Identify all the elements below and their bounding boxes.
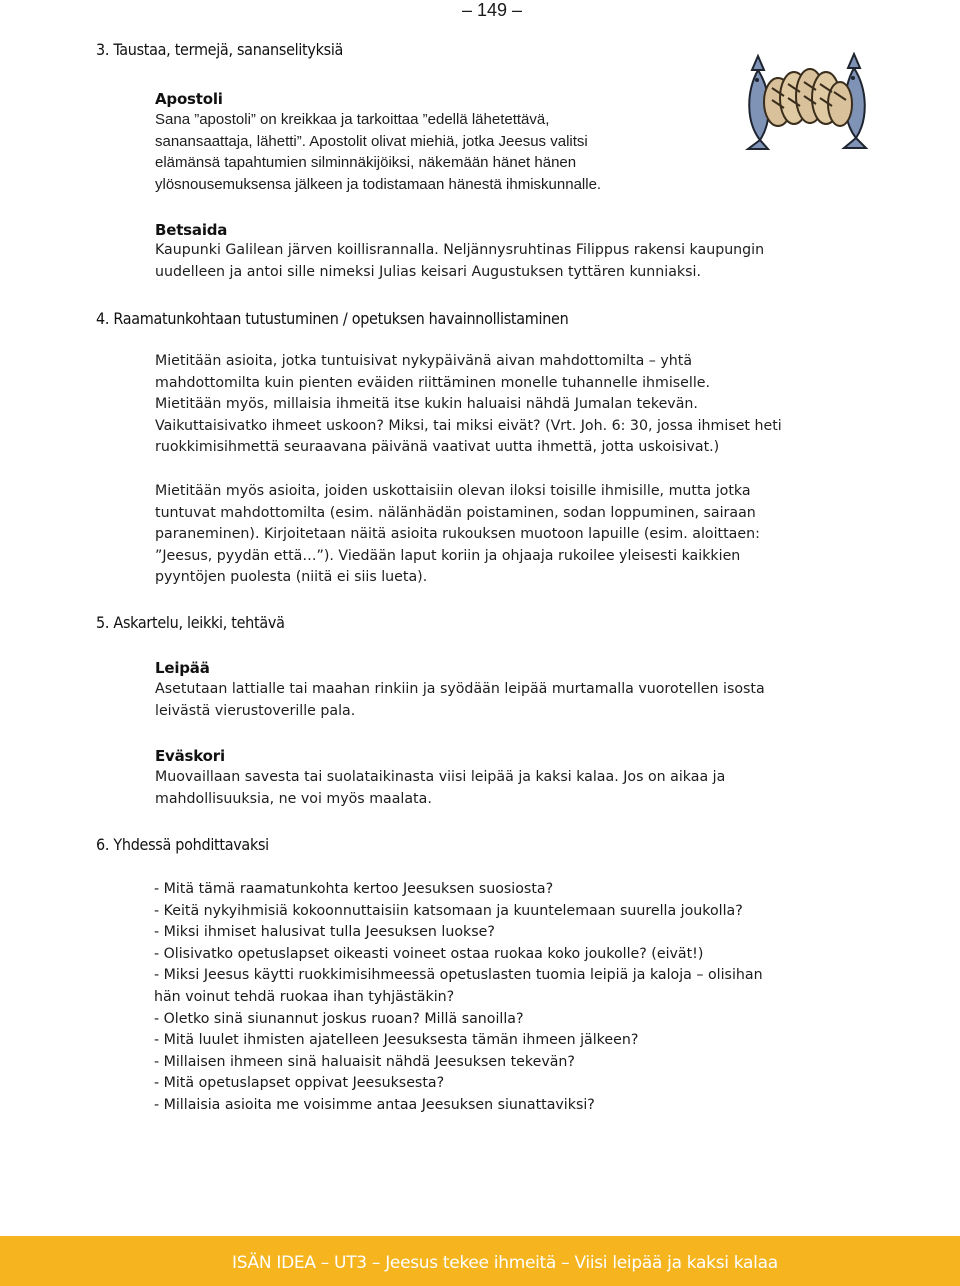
text-line: paraneminen). Kirjoitetaan näitä asioita rukouksen muotoon lapuille (esim. aloittaen: [155, 526, 760, 543]
loaves-and-fishes-icon [738, 52, 874, 150]
section-3-title: 3. Taustaa, termejä, sananselityksiä [96, 40, 344, 59]
text-line: mahdottomilta kuin pienten eväiden riittäminen monelle tuhannelle ihmiselle. [155, 374, 711, 391]
text-line: Sana ”apostoli” on kreikkaa ja tarkoittaa ”edellä lähetettävä, [155, 111, 550, 128]
leipaa-text [155, 679, 765, 722]
list-item: - Millaisia asioita me voisimme antaa Jeesuksen siunattaviksi? [154, 1096, 595, 1113]
text-line: elämänsä tapahtumien silminnäkijöiksi, näkemään hänet hänen [155, 154, 577, 172]
text-line: mahdollisuuksia, ne voi myös maalata. [155, 790, 432, 807]
text-line: Asetutaan lattialle tai maahan rinkiin ja syödään leipää murtamalla vuorotellen isosta [155, 681, 765, 697]
text-line: Mietitään myös asioita, joiden uskottaisiin olevan iloksi toisille ihmisille, mutta jotka [155, 483, 751, 499]
footer-text: ISÄN IDEA – UT3 – Jeesus tekee ihmeitä – Viisi leipää ja kaksi kalaa [232, 1253, 778, 1273]
text-line: Mietitään myös, millaisia ihmeitä itse kukin haluaisi nähdä Jumalan tekevän. [155, 396, 698, 413]
list-item: - Miksi Jeesus käytti ruokkimisihmeessä opetuslasten tuomia leipiä ja kaloja – olisihan [154, 967, 763, 984]
text-line: Muovaillaan savesta tai suolataikinasta viisi leipää ja kaksi kalaa. Jos on aikaa ja [155, 769, 726, 785]
section-4-paragraph-1 [155, 351, 782, 459]
text-line: uudelleen ja antoi sille nimeksi Julias keisari Augustuksen tyttären kunniaksi. [155, 263, 701, 280]
section-5-title: 5. Askartelu, leikki, tehtävä [96, 613, 285, 632]
bread-loaves-icon [764, 69, 852, 126]
evaskori-text [155, 767, 725, 810]
text-line: pyyntöjen puolesta (niitä ei siis lueta). [155, 569, 428, 586]
evaskori-title: Eväskori [155, 747, 225, 765]
betsaida-title: Betsaida [155, 221, 228, 239]
list-item: - Olisivatko opetuslapset oikeasti voineet ostaa ruokaa koko joukolle? (eivät!) [154, 945, 704, 962]
list-item: - Mitä luulet ihmisten ajatelleen Jeesuksesta tämän ihmeen jälkeen? [154, 1032, 639, 1049]
text-line: ruokkimisihmettä seuraavana päivänä vaativat uutta ihmettä, jotta uskoisivat.) [155, 439, 720, 456]
list-item: - Millaisen ihmeen sinä haluaisit nähdä Jeesuksen tekevän? [154, 1053, 575, 1070]
text-line: tuntuvat mahdottomilta (esim. nälänhädän poistaminen, sodan loppuminen, sairaan [155, 504, 756, 521]
section-4-title: 4. Raamatunkohtaan tutustuminen / opetuksen havainnollistaminen [96, 309, 569, 328]
text-line: ylösnousemuksensa jälkeen ja todistamaan hänestä ihmiskunnalle. [155, 175, 602, 193]
list-item: - Mitä opetuslapset oppivat Jeesuksesta? [154, 1075, 445, 1092]
section-6-title: 6. Yhdessä pohdittavaksi [96, 835, 269, 854]
text-line: sanansaattaja, lähetti”. Apostolit olivat miehiä, jotka Jeesus valitsi [155, 132, 588, 150]
text-line: ”Jeesus, pyydän että…”). Viedään laput koriin ja ohjaaja rukoilee yleisesti kaikkien [155, 547, 741, 564]
text-line: Mietitään asioita, jotka tuntuisivat nykypäivänä aivan mahdottomilta – yhtä [155, 353, 693, 369]
text-line: leivästä vierustoverille pala. [155, 702, 356, 719]
apostoli-text [155, 109, 601, 195]
leipaa-title: Leipää [155, 659, 210, 677]
apostoli-title: Apostoli [155, 90, 223, 108]
list-item: - Miksi ihmiset halusivat tulla Jeesuksen luokse? [154, 924, 495, 941]
discussion-questions [154, 879, 763, 1117]
page-number: – 149 – [462, 0, 523, 20]
text-line: Vaikuttaisivatko ihmeet uskoon? Miksi, tai miksi eivät? (Vrt. Joh. 6: 30, jossa ihmiset heti [155, 417, 782, 434]
section-4-paragraph-2 [155, 481, 760, 589]
list-item: - Mitä tämä raamatunkohta kertoo Jeesuksen suosiosta? [154, 881, 554, 897]
list-item: - Oletko sinä siunannut joskus ruoan? Millä sanoilla? [154, 1010, 524, 1027]
betsaida-text [155, 240, 764, 283]
text-line: Kaupunki Galilean järven koillisrannalla. Neljännysruhtinas Filippus rakensi kaupungin [155, 242, 765, 258]
list-item: hän voinut tehdä ruokaa ihan tyhjästäkin? [154, 988, 455, 1005]
list-item: - Keitä nykyihmisiä kokoonnuttaisiin katsomaan ja kuuntelemaan suurella joukolla? [154, 902, 743, 919]
